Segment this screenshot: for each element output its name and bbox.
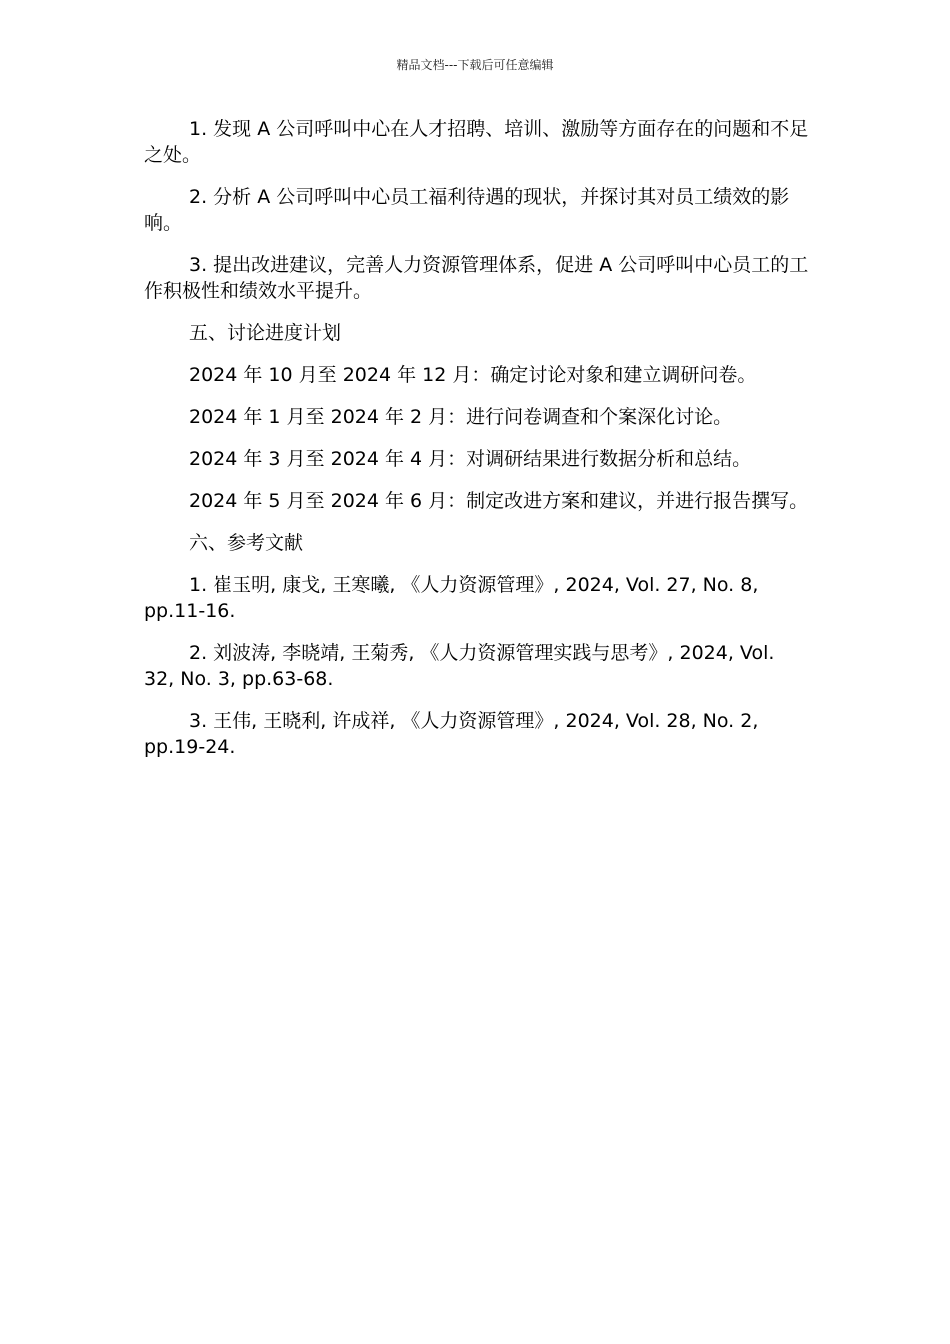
objective-item-3: 3. 提出改进建议，完善人力资源管理体系，促进 A 公司呼叫中心员工的工作积极性和绩效水平提升。 xyxy=(144,254,809,302)
schedule-item-1: 2024 年 10 月至 2024 年 12 月：确定讨论对象和建立调研问卷。 xyxy=(189,364,757,386)
document-body xyxy=(144,116,810,776)
reference-item-3: 3. 王伟, 王晓利, 许成祥, 《人力资源管理》, 2024, Vol. 28, No. 2, pp.19-24. xyxy=(144,710,759,758)
schedule-item-2: 2024 年 1 月至 2024 年 2 月：进行问卷调查和个案深化讨论。 xyxy=(189,406,733,428)
objective-item-2: 2. 分析 A 公司呼叫中心员工福利待遇的现状，并探讨其对员工绩效的影响。 xyxy=(144,186,790,234)
reference-item-1: 1. 崔玉明, 康戈, 王寒曦, 《人力资源管理》, 2024, Vol. 27, No. 8, pp.11-16. xyxy=(144,574,759,622)
schedule-item-4: 2024 年 5 月至 2024 年 6 月：制定改进方案和建议，并进行报告撰写。 xyxy=(189,490,809,512)
reference-item-2: 2. 刘波涛, 李晓靖, 王菊秀, 《人力资源管理实践与思考》, 2024, Vol. 32, No. 3, pp.63-68. xyxy=(144,642,775,690)
page-header: 精品文档---下载后可任意编辑 xyxy=(396,58,554,72)
references-heading: 六、参考文献 xyxy=(189,532,304,554)
objective-item-1: 1. 发现 A 公司呼叫中心在人才招聘、培训、激励等方面存在的问题和不足之处。 xyxy=(144,118,809,166)
schedule-item-3: 2024 年 3 月至 2024 年 4 月：对调研结果进行数据分析和总结。 xyxy=(189,448,752,470)
schedule-heading: 五、讨论进度计划 xyxy=(189,322,342,344)
